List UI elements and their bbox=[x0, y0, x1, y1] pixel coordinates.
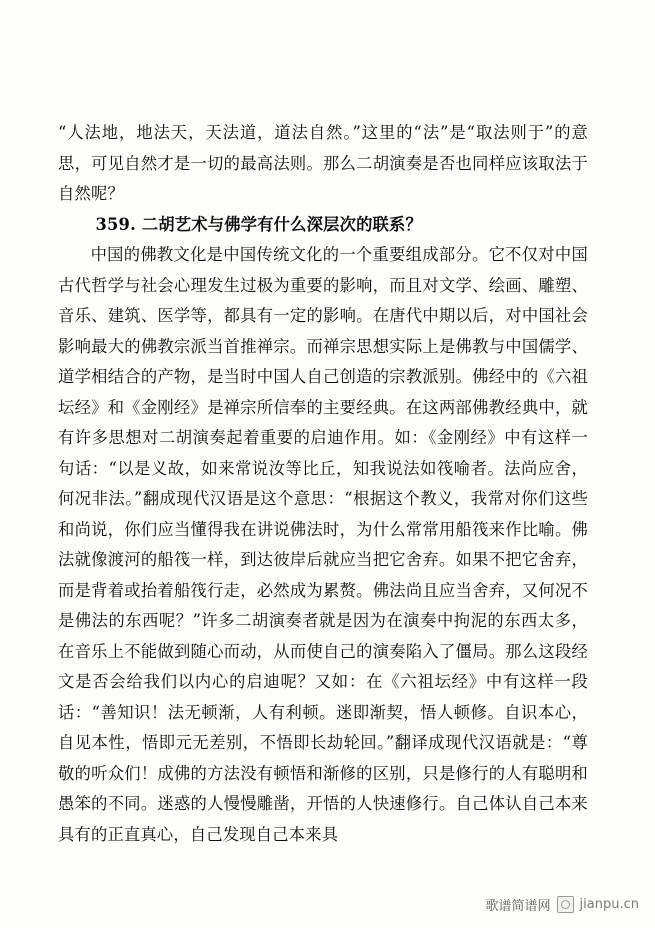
watermark bbox=[486, 895, 639, 914]
logo-mark-icon bbox=[557, 896, 574, 913]
page-content bbox=[58, 118, 588, 850]
watermark-site-name-en: jianpu.cn bbox=[579, 897, 639, 912]
section-heading-359: 359. 二胡艺术与佛学有什么深层次的联系？ bbox=[95, 214, 422, 234]
watermark-site-name-cn: 歌谱简谱网 bbox=[485, 899, 551, 914]
paragraph-intro: “人法地，地法天，天法道，道法自然。”这里的“法”是“取法则于”的意思，可见自然才是一切的最高法则。那么二胡演奏是否也同样应该取法于自然呢？ bbox=[58, 123, 588, 203]
paragraph-body-1: 中国的佛教文化是中国传统文化的一个重要组成部分。它不仅对中国古代哲学与社会心理发生过极为重要的影响，而且对文学、绘画、雕塑、音乐、建筑、医学等，都具有一定的影响。在唐代中期以后，对中国社会影响最大的佛教宗派当首推禅宗。而禅宗思想实际上是佛教与中国儒学、道学相结合的产物，是当时中国人自己创造的宗教派别。佛经中的《六祖坛经》和《金刚经》是禅宗所信奉的主要经典。在这两部佛教经典中，就有许多思想对二胡演奏起着重要的启迪作用。如：《金刚经》中有这样一句话：“以是义故，如来常说汝等比丘，知我说法如筏喻者。法尚应舍，何况非法。”翻成现代汉语是这个意思：“根据这个教义，我常对你们这些和尚说，你们应当懂得我在讲说佛法时，为什么常常用船筏来作比喻。佛法就像渡河的船筏一样，到达彼岸后就应当把它舍弃。如果不把它舍弃，而是背着或抬着船筏行走，必然成为累赘。佛法尚且应当舍弃，又何况不是佛法的东西呢？”许多二胡演奏者就是因为在演奏中拘泥的东西太多，在音乐上不能做到随心而动，从而使自己的演奏陷入了僵局。那么这段经文是否会给我们以内心的启迪呢？又如：在《六祖坛经》中有这样一段话：“善知识！法无顿渐，人有利顿。迷即渐契，悟人顿修。自识本心，自见本性，悟即元无差别，不悟即长劫轮回。”翻译成现代汉语就是：“尊敬的听众们！成佛的方法没有顿悟和渐修的区别，只是修行的人有聪明和愚笨的不同。迷惑的人慢慢雕凿，开悟的人快速修行。自己体认自己本来具有的正直真心，自己发现自己本来具 bbox=[58, 245, 588, 844]
